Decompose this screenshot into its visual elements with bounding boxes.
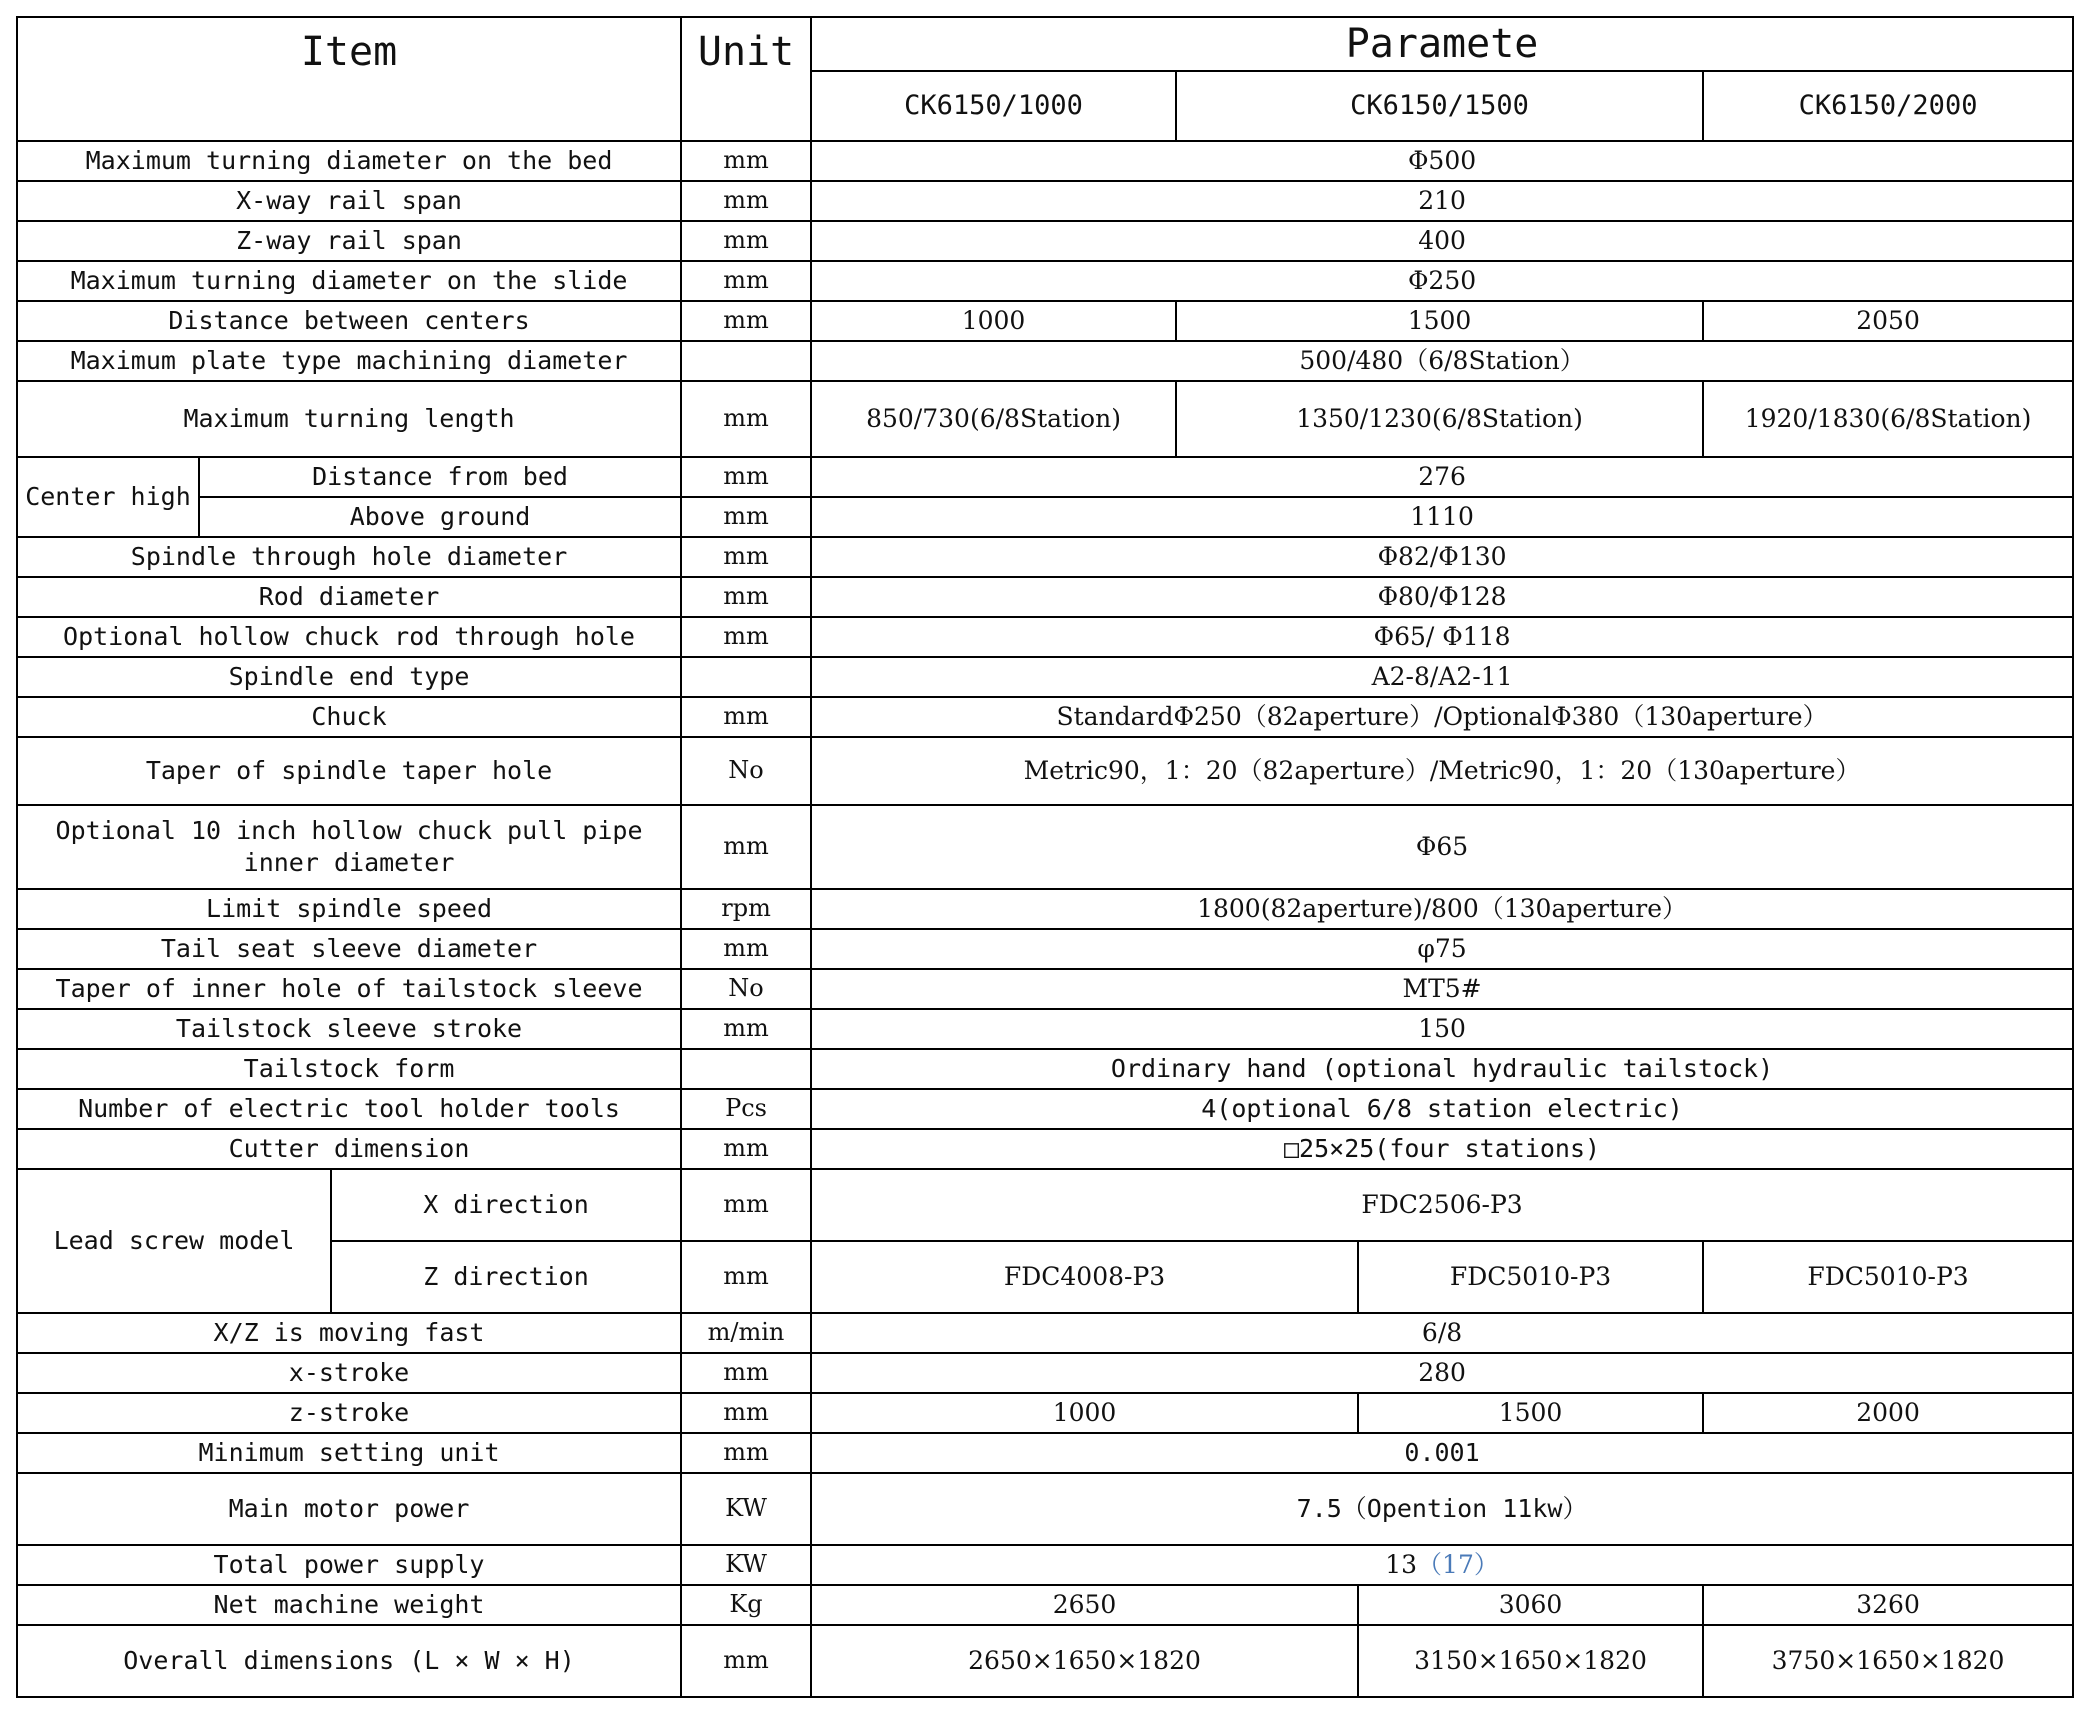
value-cell: 400 xyxy=(811,221,2073,261)
item-label: Optional 10 inch hollow chuck pull pipe inner diameter xyxy=(17,805,681,889)
item-label: Cutter dimension xyxy=(17,1129,681,1169)
value-cell: 1000 xyxy=(811,1393,1358,1433)
table-row xyxy=(17,1009,2073,1049)
model-2000: CK6150/2000 xyxy=(1703,71,2073,141)
table-row xyxy=(17,1169,2073,1241)
model-1500: CK6150/1500 xyxy=(1176,71,1703,141)
table-row xyxy=(17,301,2073,341)
unit-cell: Kg xyxy=(681,1585,811,1625)
unit-cell: mm xyxy=(681,1169,811,1241)
value-cell: Φ500 xyxy=(811,141,2073,181)
unit-cell: mm xyxy=(681,1433,811,1473)
table-row xyxy=(17,381,2073,457)
table-row xyxy=(17,1089,2073,1129)
table-row xyxy=(17,1313,2073,1353)
table-row xyxy=(17,1393,2073,1433)
table-row xyxy=(17,1433,2073,1473)
value-cell: FDC5010-P3 xyxy=(1703,1241,2073,1313)
value-cell: Φ250 xyxy=(811,261,2073,301)
value-cell: 1500 xyxy=(1176,301,1703,341)
table-row xyxy=(17,261,2073,301)
table-row xyxy=(17,929,2073,969)
item-label: Optional hollow chuck rod through hole xyxy=(17,617,681,657)
value-cell: φ75 xyxy=(811,929,2073,969)
item-label: x-stroke xyxy=(17,1353,681,1393)
value-cell: 1800(82aperture)/800（130aperture） xyxy=(811,889,2073,929)
table-row xyxy=(17,1129,2073,1169)
unit-cell xyxy=(681,1049,811,1089)
value-cell: 3150×1650×1820 xyxy=(1358,1625,1703,1697)
unit-cell: mm xyxy=(681,141,811,181)
unit-cell: rpm xyxy=(681,889,811,929)
unit-cell: Pcs xyxy=(681,1089,811,1129)
item-label: Spindle end type xyxy=(17,657,681,697)
table-row xyxy=(17,969,2073,1009)
value-cell: Φ65 xyxy=(811,805,2073,889)
unit-cell: mm xyxy=(681,577,811,617)
item-label: X direction xyxy=(331,1169,681,1241)
table-row xyxy=(17,181,2073,221)
value-cell: 1920/1830(6/8Station) xyxy=(1703,381,2073,457)
item-label: Limit spindle speed xyxy=(17,889,681,929)
value-cell: FDC4008-P3 xyxy=(811,1241,1358,1313)
table-row xyxy=(17,737,2073,805)
table-row xyxy=(17,341,2073,381)
unit-cell xyxy=(681,341,811,381)
value-cell: 280 xyxy=(811,1353,2073,1393)
unit-cell: mm xyxy=(681,261,811,301)
value-cell: Φ82/Φ130 xyxy=(811,537,2073,577)
unit-cell: KW xyxy=(681,1473,811,1545)
item-label: Rod diameter xyxy=(17,577,681,617)
unit-cell: mm xyxy=(681,301,811,341)
value-cell: Ordinary hand (optional hydraulic tailstock) xyxy=(811,1049,2073,1089)
item-label: Maximum plate type machining diameter xyxy=(17,341,681,381)
value-cell: FDC5010-P3 xyxy=(1358,1241,1703,1313)
value-cell: 1500 xyxy=(1358,1393,1703,1433)
table-row xyxy=(17,1473,2073,1545)
value-cell: 2050 xyxy=(1703,301,2073,341)
value-cell: 1110 xyxy=(811,497,2073,537)
table-row xyxy=(17,697,2073,737)
value-cell: StandardΦ250（82aperture）/OptionalΦ380（130aperture） xyxy=(811,697,2073,737)
unit-cell: mm xyxy=(681,1353,811,1393)
value-cell: Metric90，1：20（82aperture）/Metric90，1：20（130aperture） xyxy=(811,737,2073,805)
spec-table xyxy=(16,16,2074,1698)
unit-cell xyxy=(681,657,811,697)
value-cell: 2650×1650×1820 xyxy=(811,1625,1358,1697)
value-cell: 6/8 xyxy=(811,1313,2073,1353)
item-label: Net machine weight xyxy=(17,1585,681,1625)
unit-cell: mm xyxy=(681,221,811,261)
value-cell: 1000 xyxy=(811,301,1176,341)
unit-cell: KW xyxy=(681,1545,811,1585)
unit-cell: mm xyxy=(681,1009,811,1049)
table-row xyxy=(17,1353,2073,1393)
value-cell xyxy=(811,1545,2073,1585)
item-label: Total power supply xyxy=(17,1545,681,1585)
header-parameter: Paramete xyxy=(811,17,2073,71)
item-label: Main motor power xyxy=(17,1473,681,1545)
value-cell: 150 xyxy=(811,1009,2073,1049)
optional-power-value: （17） xyxy=(1417,1549,1499,1579)
item-label: Tailstock sleeve stroke xyxy=(17,1009,681,1049)
table-row xyxy=(17,457,2073,497)
unit-cell: mm xyxy=(681,617,811,657)
model-1000: CK6150/1000 xyxy=(811,71,1176,141)
item-label: Z-way rail span xyxy=(17,221,681,261)
unit-cell: mm xyxy=(681,929,811,969)
unit-cell: mm xyxy=(681,497,811,537)
value-cell: 3260 xyxy=(1703,1585,2073,1625)
unit-cell: mm xyxy=(681,1625,811,1697)
group-label: Lead screw model xyxy=(17,1169,331,1313)
unit-cell: m/min xyxy=(681,1313,811,1353)
item-label: X-way rail span xyxy=(17,181,681,221)
table-row xyxy=(17,537,2073,577)
value-cell: 2650 xyxy=(811,1585,1358,1625)
value-cell: 7.5（Opention 11kw） xyxy=(811,1473,2073,1545)
item-label: Above ground xyxy=(199,497,681,537)
table-row xyxy=(17,1049,2073,1089)
value-cell: 0.001 xyxy=(811,1433,2073,1473)
value-cell: Φ80/Φ128 xyxy=(811,577,2073,617)
table-row xyxy=(17,141,2073,181)
item-label: Z direction xyxy=(331,1241,681,1313)
unit-cell: mm xyxy=(681,537,811,577)
value-cell: 2000 xyxy=(1703,1393,2073,1433)
value-cell: MT5# xyxy=(811,969,2073,1009)
table-row xyxy=(17,1585,2073,1625)
item-label: Chuck xyxy=(17,697,681,737)
table-row xyxy=(17,577,2073,617)
table-row xyxy=(17,805,2073,889)
table-row xyxy=(17,889,2073,929)
item-label: Spindle through hole diameter xyxy=(17,537,681,577)
item-label: Distance between centers xyxy=(17,301,681,341)
unit-cell: No xyxy=(681,969,811,1009)
item-label: Overall dimensions (L × W × H) xyxy=(17,1625,681,1697)
unit-cell: mm xyxy=(681,697,811,737)
item-label: Taper of spindle taper hole xyxy=(17,737,681,805)
item-label: Maximum turning length xyxy=(17,381,681,457)
item-label: Maximum turning diameter on the slide xyxy=(17,261,681,301)
unit-cell: mm xyxy=(681,457,811,497)
value-cell: 3750×1650×1820 xyxy=(1703,1625,2073,1697)
item-label: z-stroke xyxy=(17,1393,681,1433)
item-label: Taper of inner hole of tailstock sleeve xyxy=(17,969,681,1009)
table-row xyxy=(17,1545,2073,1585)
header-unit: Unit xyxy=(681,17,811,141)
value-cell: 850/730(6/8Station) xyxy=(811,381,1176,457)
item-label: X/Z is moving fast xyxy=(17,1313,681,1353)
value-cell: A2-8/A2-11 xyxy=(811,657,2073,697)
table-row xyxy=(17,1625,2073,1697)
value-cell: 4(optional 6/8 station electric) xyxy=(811,1089,2073,1129)
value-cell: 276 xyxy=(811,457,2073,497)
unit-cell: mm xyxy=(681,181,811,221)
value-cell: FDC2506-P3 xyxy=(811,1169,2073,1241)
item-label: Tailstock form xyxy=(17,1049,681,1089)
item-label: Tail seat sleeve diameter xyxy=(17,929,681,969)
group-label: Center high xyxy=(17,457,199,537)
value-cell: 3060 xyxy=(1358,1585,1703,1625)
item-label: Maximum turning diameter on the bed xyxy=(17,141,681,181)
item-label: Number of electric tool holder tools xyxy=(17,1089,681,1129)
unit-cell: mm xyxy=(681,381,811,457)
item-label: Distance from bed xyxy=(199,457,681,497)
value-cell: □25×25(four stations) xyxy=(811,1129,2073,1169)
total-power-value: 13 xyxy=(1385,1549,1418,1579)
unit-cell: mm xyxy=(681,1393,811,1433)
table-row xyxy=(17,497,2073,537)
unit-cell: mm xyxy=(681,1241,811,1313)
header-item: Item xyxy=(17,17,681,141)
item-label: Minimum setting unit xyxy=(17,1433,681,1473)
value-cell: Φ65/ Φ118 xyxy=(811,617,2073,657)
unit-cell: mm xyxy=(681,1129,811,1169)
value-cell: 1350/1230(6/8Station) xyxy=(1176,381,1703,457)
table-row xyxy=(17,657,2073,697)
value-cell: 500/480（6/8Station） xyxy=(811,341,2073,381)
unit-cell: mm xyxy=(681,805,811,889)
value-cell: 210 xyxy=(811,181,2073,221)
table-row xyxy=(17,617,2073,657)
unit-cell: No xyxy=(681,737,811,805)
table-row xyxy=(17,221,2073,261)
